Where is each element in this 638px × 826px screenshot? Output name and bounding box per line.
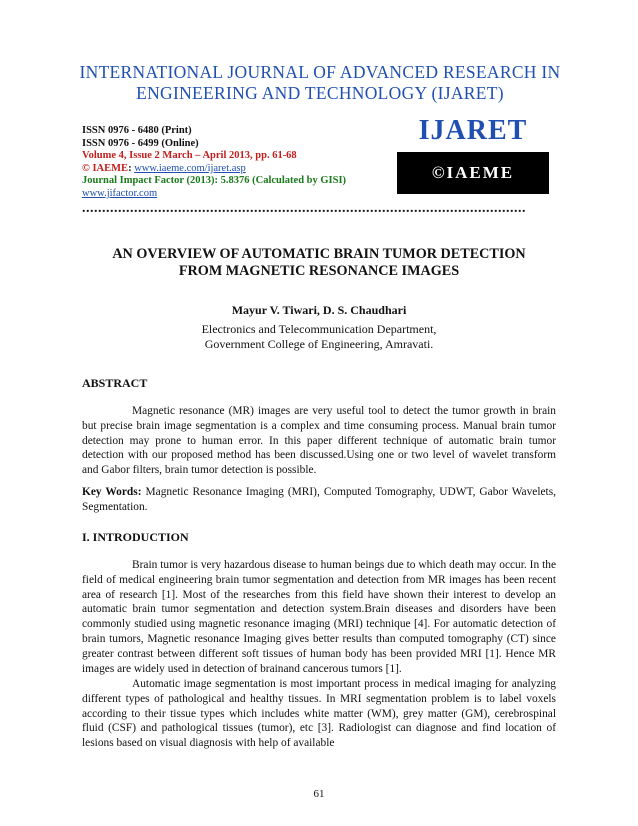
keywords-label: Key Words: [82,486,142,498]
keywords [82,485,556,515]
impact-factor: Journal Impact Factor (2013): 5.8376 (Calculated by GISI) [82,175,347,187]
dotted-separator: ............................................................................................................... [82,201,526,216]
introduction-para2: Automatic image segmentation is most important process in medical imaging for analyzing different types of pathological and healthy tissues. In MRI segmentation problem is to label voxels according to their tissue types which includes white matter (WM), grey matter (GM), cerebrospinal fluid (CSF) and pathological tissues (tumor), etc [3]. Radiologist can diagnose and find location of lesions based on visual diagnosis with help of available [82,678,556,750]
paper-title [82,246,556,280]
jif-link[interactable]: www.jifactor.com [82,187,158,199]
issn-print: ISSN 0976 - 6480 (Print) [82,125,192,136]
iaeme-separator: : [128,162,135,174]
logo-name: IJARET [418,115,528,146]
iaeme-line [82,163,346,176]
authors: Mayur V. Tiwari, D. S. Chaudhari [231,303,407,317]
affiliation-line1: Electronics and Telecommunication Department, [201,322,437,336]
affiliation [82,322,556,352]
journal-title [60,62,580,104]
journal-title-line1: INTERNATIONAL JOURNAL OF ADVANCED RESEARCH IN [79,62,561,82]
logo-publisher: ©IAEME [397,152,549,194]
abstract-text: Magnetic resonance (MR) images are very useful tool to detect the tumor growth in brain but precise brain image segmentation is a complex and time consuming process. Manual brain tumor detection may prone to human error. In this paper different technique of automatic brain tumor detection with our proposed method has been discussed.Using one or two level of wavelet transform and Gabor filters, brain tumor detection is possible. [82,405,556,477]
volume-info: Volume 4, Issue 2 March – April 2013, pp. 61-68 [82,150,297,162]
page-number: 61 [313,788,325,800]
iaeme-link[interactable]: www.iaeme.com/ijaret.asp [134,162,246,174]
paper-title-line1: AN OVERVIEW OF AUTOMATIC BRAIN TUMOR DETECTION [112,246,526,262]
paper-title-line2: FROM MAGNETIC RESONANCE IMAGES [178,263,460,279]
iaeme-copyright: © IAEME [82,162,129,174]
introduction-para1: Brain tumor is very hazardous disease to human beings due to which death may occur. In the field of medical engineering brain tumor segmentation and detection from MR images has been recent area of research [1]. Most of the researches from this field have shown their interest to develop an automatic brain tumor segmentation and detection system.Brain diseases and disorders have been commonly studied using magnetic resonance imaging (MRI) technique [4]. For automatic detection of brain tumors, Magnetic resonance Imaging gives better results than computed tomography (CT) since greater contrast between different soft tissues of human body has been provided MRI [1]. Hence MR images are widely used in detection of brainand cancerous tumors [1]. [82,559,556,675]
keywords-text: Magnetic Resonance Imaging (MRI), Computed Tomography, UDWT, Gabor Wavelets, Segmentation. [82,486,557,513]
journal-logo [397,110,549,194]
journal-meta [82,125,346,201]
affiliation-line2: Government College of Engineering, Amravati. [204,337,434,351]
issn-online: ISSN 0976 - 6499 (Online) [82,137,199,149]
abstract-heading: ABSTRACT [82,376,148,390]
introduction-heading: I. INTRODUCTION [82,530,189,544]
journal-title-line2: ENGINEERING AND TECHNOLOGY (IJARET) [136,83,504,103]
